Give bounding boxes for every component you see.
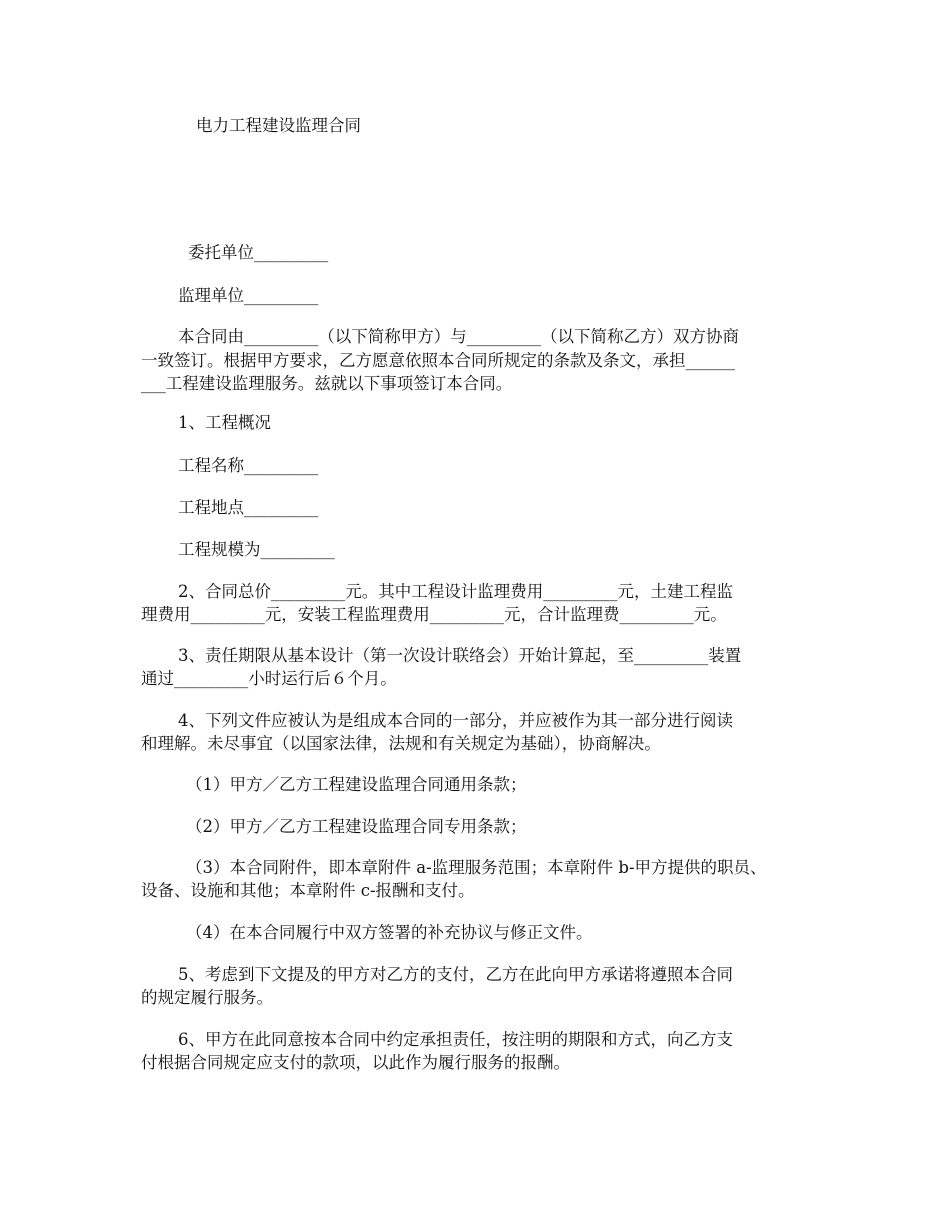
paragraph-line: 6、甲方在此同意按本合同中约定承担责任，按注明的期限和方式，向乙方支 xyxy=(178,1030,733,1049)
paragraph-line: 本合同由_________（以下简称甲方）与_________（以下简称乙方）双方协商 xyxy=(178,327,739,346)
list-item: （2）甲方／乙方工程建设监理合同专用条款； xyxy=(186,817,527,836)
paragraph-line: 通过_________小时运行后６个月。 xyxy=(141,669,397,688)
supervisor-unit-line: 监理单位_________ xyxy=(178,286,319,305)
paragraph-line: ___工程建设监理服务。兹就以下事项签订本合同。 xyxy=(141,374,513,393)
paragraph-line: 4、下列文件应被认为是组成本合同的一部分，并应被作为其一部分进行阅读 xyxy=(178,711,733,730)
section-heading: 1、工程概况 xyxy=(178,413,271,432)
paragraph-line: 和理解。未尽事宜（以国家法律，法规和有关规定为基础），协商解决。 xyxy=(141,734,661,753)
client-unit-line: 委托单位_________ xyxy=(188,243,329,262)
list-item: （3）本合同附件，即本章附件 a-监理服务范围；本章附件 b-甲方提供的职员、 xyxy=(186,858,767,877)
project-location-line: 工程地点_________ xyxy=(178,498,319,517)
project-name-line: 工程名称_________ xyxy=(178,456,319,475)
page-title: 电力工程建设监理合同 xyxy=(196,116,361,135)
paragraph-line: 付根据合同规定应支付的款项，以此作为履行服务的报酬。 xyxy=(141,1053,570,1072)
project-scale-line: 工程规模为_________ xyxy=(178,540,335,559)
paragraph-line: 3、责任期限从基本设计（第一次设计联络会）开始计算起，至_________装置 xyxy=(178,646,742,665)
paragraph-line: 理费用_________元，安装工程监理费用_________元，合计监理费_________元。 xyxy=(141,605,727,624)
list-item: （4）在本合同履行中双方签署的补充协议与修正文件。 xyxy=(186,923,593,942)
list-item: （1）甲方／乙方工程建设监理合同通用条款； xyxy=(186,775,527,794)
paragraph-line: 2、合同总价_________元。其中工程设计监理费用_________元，土建工程监 xyxy=(178,582,733,601)
list-item-continuation: 设备、设施和其他；本章附件 c-报酬和支付。 xyxy=(141,881,475,900)
paragraph-line: 一致签订。根据甲方要求，乙方愿意依照本合同所规定的条款及条文，承担______ xyxy=(141,351,735,370)
paragraph-line: 的规定履行服务。 xyxy=(141,988,273,1007)
paragraph-line: 5、考虑到下文提及的甲方对乙方的支付，乙方在此向甲方承诺将遵照本合同 xyxy=(178,965,733,984)
